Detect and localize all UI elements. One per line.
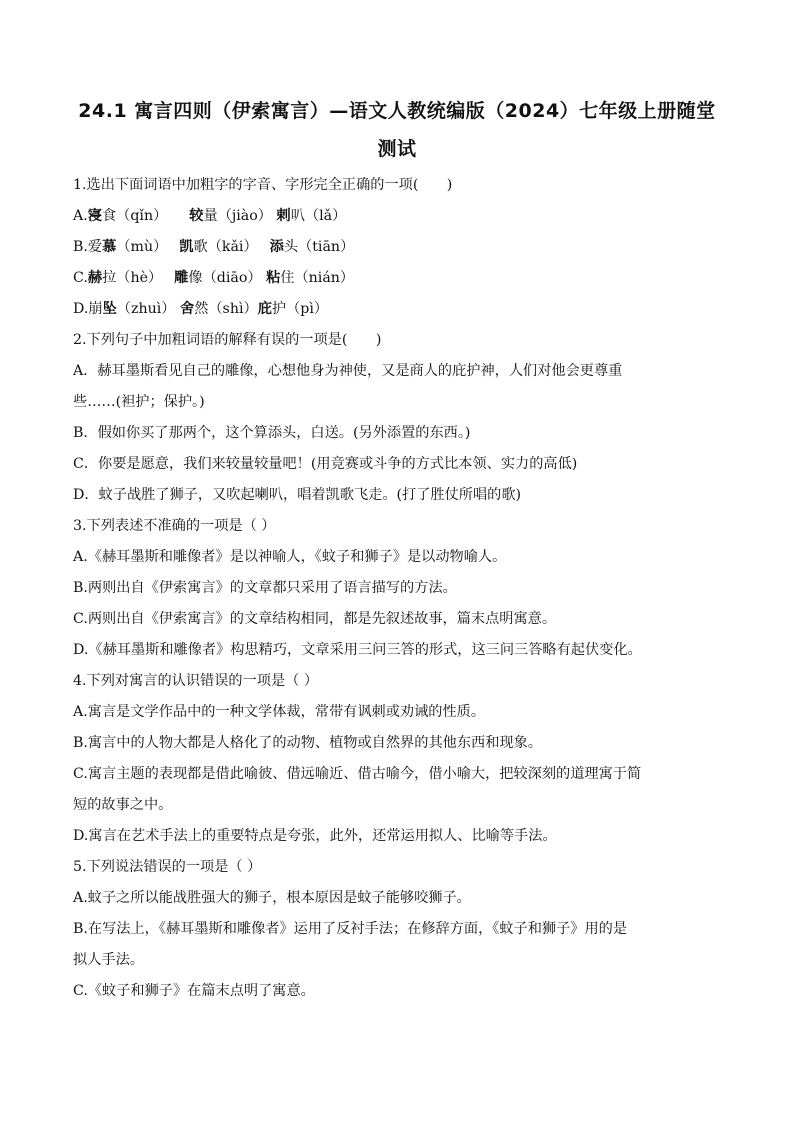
question-2-stem: 2.下列句子中加粗词语的解释有误的一项是( ) xyxy=(73,332,382,348)
question-2-option-a-line-1: A．赫耳墨斯看见自己的雕像，心想他身为神使，又是商人的庇护神，人们对他会更尊重 xyxy=(73,363,623,379)
question-5-option-a: A.蚊子之所以能战胜强大的狮子，根本原因是蚊子能够咬狮子。 xyxy=(73,890,471,906)
question-1-option-a: A.寖食（qǐn） 较量（jiào） 剌叭（lǎ） xyxy=(73,208,347,224)
document-title xyxy=(60,92,734,168)
question-1 xyxy=(73,170,723,325)
question-4-option-c-line-2: 短的故事之中。 xyxy=(73,797,173,813)
question-3-option-c: C.两则出自《伊索寓言》的文章结构相同，都是先叙述故事，篇末点明寓意。 xyxy=(73,611,557,627)
question-1-option-b: B.爱慕（mù） 凯歌（kǎi） 添头（tiān） xyxy=(73,239,355,255)
question-4-option-b: B.寓言中的人物大都是人格化了的动物、植物或自然界的其他东西和现象。 xyxy=(73,735,542,751)
question-2-option-c: C．你要是愿意，我们来较量较量吧！(用竞赛或斗争的方式比本领、实力的高低) xyxy=(73,456,578,472)
question-5-stem: 5.下列说法错误的一项是（ ） xyxy=(73,859,262,875)
question-4-stem: 4.下列对寓言的认识错误的一项是（ ） xyxy=(73,673,319,689)
question-4 xyxy=(73,666,723,852)
question-2-option-d: D．蚊子战胜了狮子，又吹起喇叭，唱着凯歌飞走。(打了胜仗所唱的歌) xyxy=(73,487,522,503)
title-line-1: 24.1 寓言四则（伊索寓言）—语文人教统编版（2024）七年级上册随堂 xyxy=(78,100,716,122)
question-5-option-c: C.《蚊子和狮子》在篇末点明了寓意。 xyxy=(73,983,315,999)
question-3 xyxy=(73,511,723,666)
question-1-stem: 1.选出下面词语中加粗字的字音、字形完全正确的一项( ) xyxy=(73,177,453,193)
question-1-option-d: D.崩坠（zhuì） 舍然（shì）庇护（pì） xyxy=(73,301,329,317)
question-4-option-a: A.寓言是文学作品中的一种文学体裁，常带有讽刺或劝诫的性质。 xyxy=(73,704,486,720)
question-3-option-b: B.两则出自《伊索寓言》的文章都只采用了语言描写的方法。 xyxy=(73,580,457,596)
question-5-option-b-line-2: 拟人手法。 xyxy=(73,952,144,968)
question-list xyxy=(73,170,723,1007)
title-line-2: 测试 xyxy=(377,138,417,160)
question-4-option-d: D.寓言在艺术手法上的重要特点是夸张，此外，还常运用拟人、比喻等手法。 xyxy=(73,828,557,844)
question-4-option-c-line-1: C.寓言主题的表现都是借此喻彼、借远喻近、借古喻今，借小喻大，把较深刻的道理寓于简 xyxy=(73,766,642,782)
question-5 xyxy=(73,852,723,1007)
question-3-option-a: A.《赫耳墨斯和雕像者》是以神喻人，《蚊子和狮子》是以动物喻人。 xyxy=(73,549,507,565)
question-1-option-c: C.赫拉（hè） 雕像（diāo） 粘住（nián） xyxy=(73,270,355,286)
question-2 xyxy=(73,325,723,511)
question-2-option-a-line-2: 些……(袒护；保护。) xyxy=(73,394,205,410)
question-3-option-d: D.《赫耳墨斯和雕像者》构思精巧，文章采用三问三答的形式，这三问三答略有起伏变化。 xyxy=(73,642,642,658)
question-2-option-b: B．假如你买了那两个，这个算添头，白送。(另外添置的东西。) xyxy=(73,425,471,441)
question-3-stem: 3.下列表述不准确的一项是（ ） xyxy=(73,518,276,534)
question-5-option-b-line-1: B.在写法上，《赫耳墨斯和雕像者》运用了反衬手法；在修辞方面，《蚊子和狮子》用的是 xyxy=(73,921,628,937)
